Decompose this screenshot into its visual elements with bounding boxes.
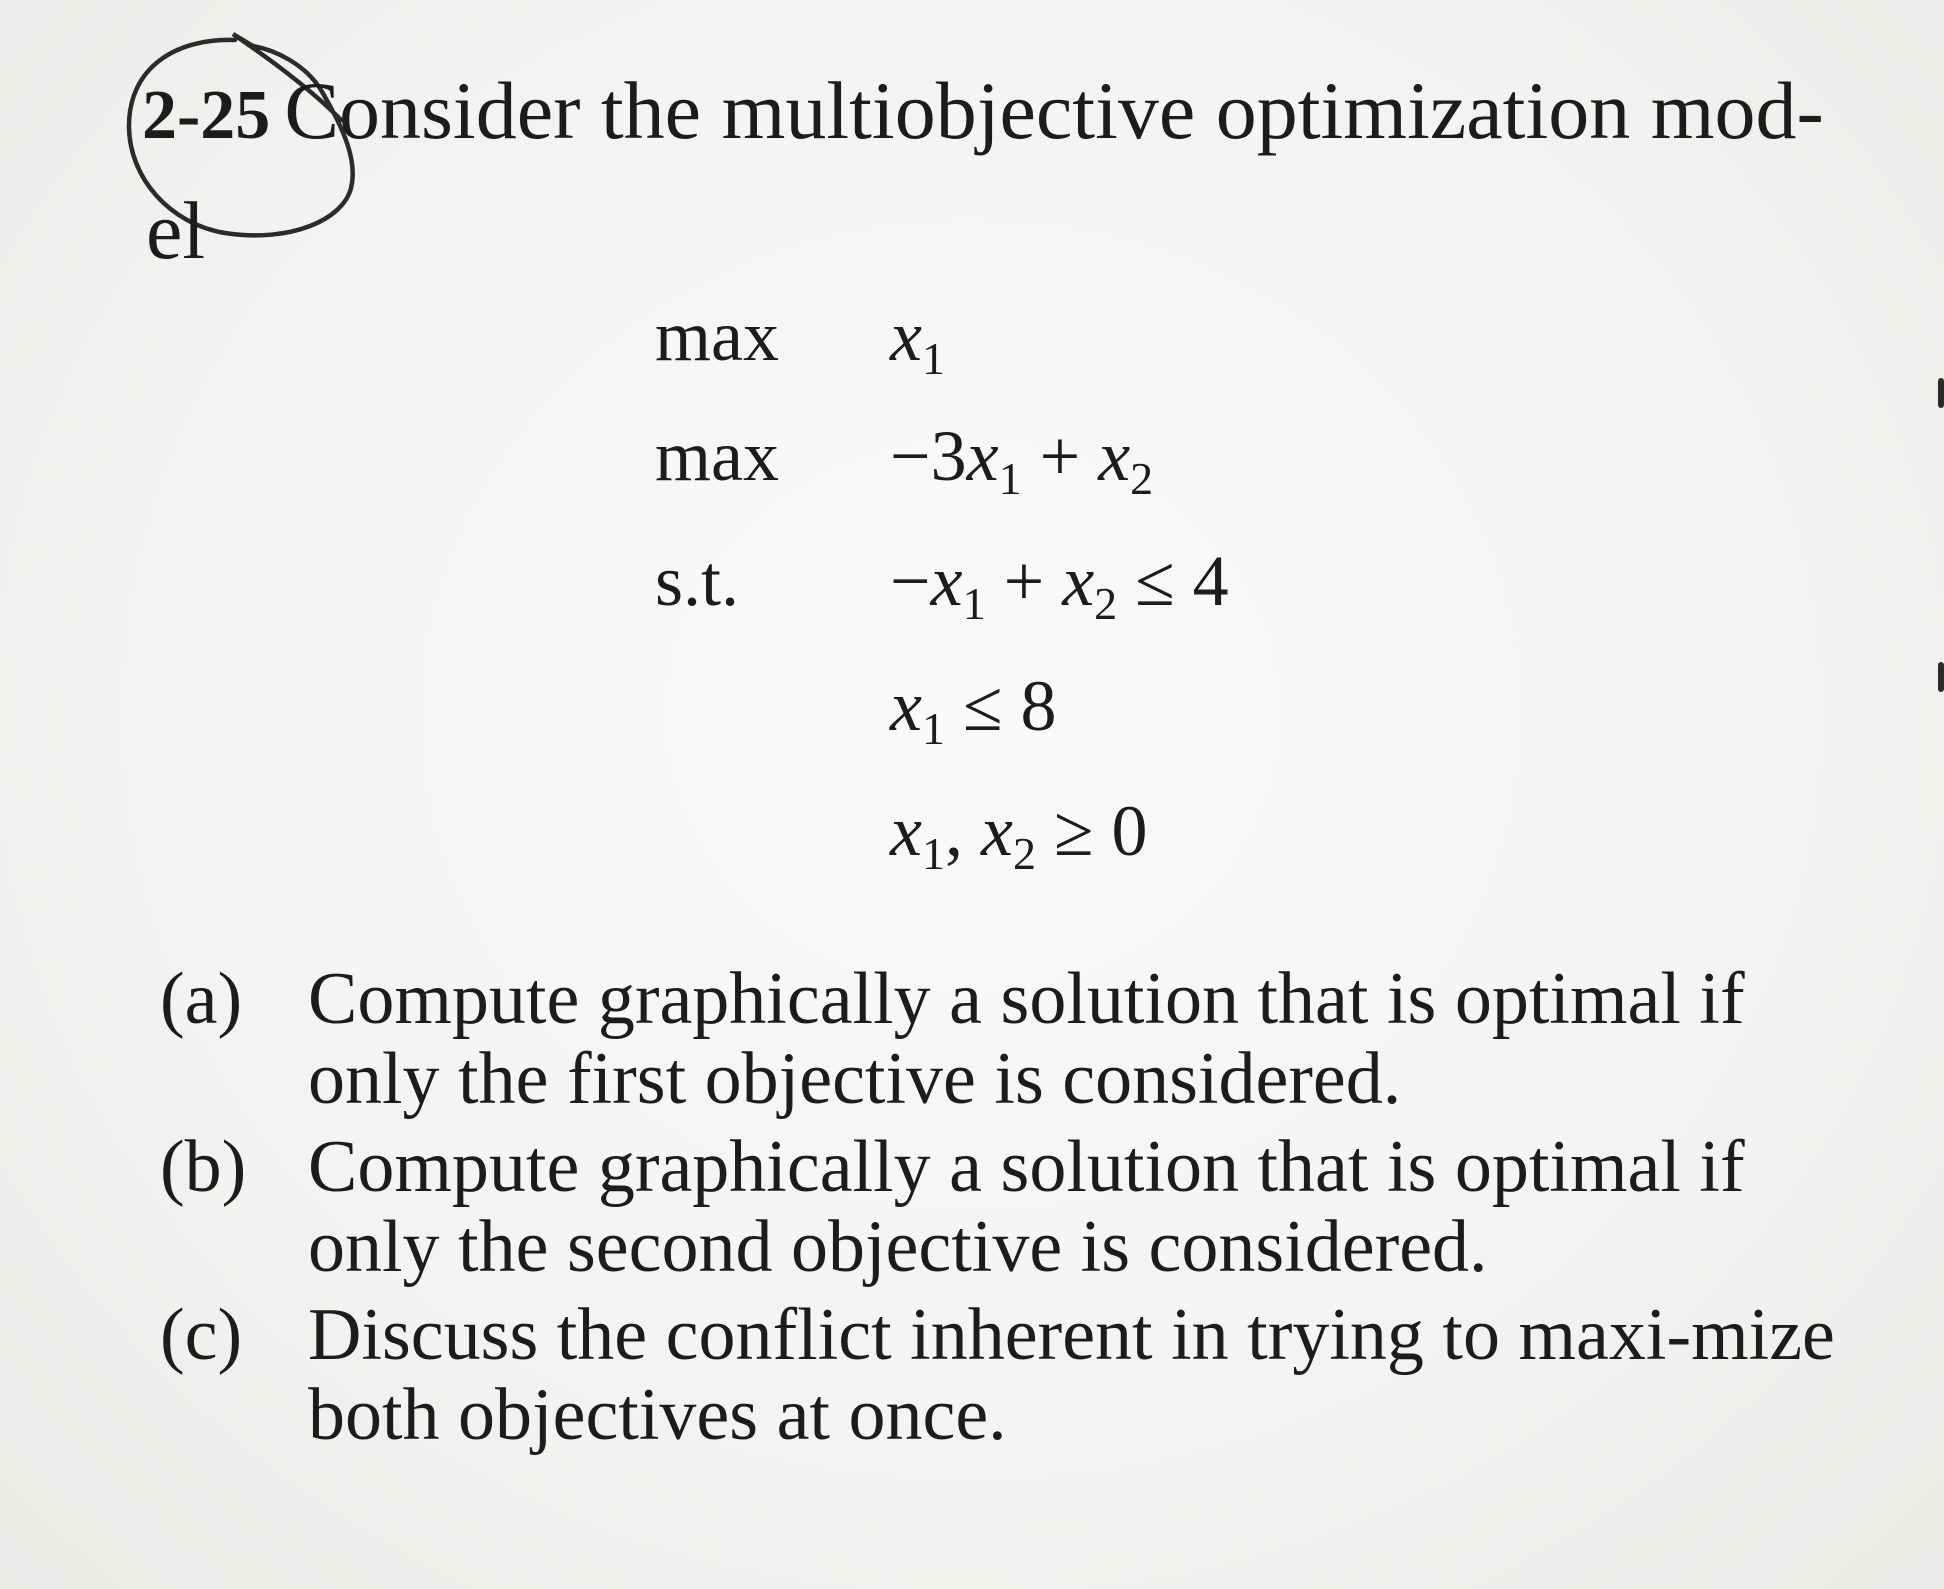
question-part: [160, 960, 1880, 1120]
question-part: [160, 1293, 1880, 1456]
variable: $x_1$: [890, 296, 945, 384]
model-keyword: s.t.: [655, 541, 740, 621]
question-part-label: (a): [160, 958, 243, 1040]
problem-number: 2-25: [142, 77, 271, 154]
problem-intro: Consider the multiobjective optimization mod-: [284, 65, 1824, 156]
page-edge-mark: [1938, 662, 1944, 692]
model-expression: [890, 296, 945, 384]
problem-intro-continued: el: [146, 185, 206, 276]
model-expression: $-3x_1 + x_2$: [890, 416, 1154, 504]
model-keyword: max: [655, 416, 779, 496]
question-parts: [160, 960, 1880, 1463]
variable: $x_2$: [1062, 541, 1118, 629]
model-keyword: max: [655, 296, 779, 376]
question-part-text: Compute graphically a solution that is optimal if only the second objective is considered.: [308, 1125, 1745, 1288]
variable: $x_1$: [890, 666, 945, 754]
question-part-label: (c): [160, 1293, 243, 1376]
model-expression: $-x_1 + x_2 \le 4$: [890, 541, 1229, 629]
question-part-label: (b): [160, 1125, 247, 1208]
variable: $x_2$: [1098, 416, 1154, 504]
model-expression: $x_1 \le 8$: [890, 666, 1057, 754]
variable: $x_1$: [930, 541, 986, 629]
variable: $x_1$: [966, 416, 1022, 504]
question-part-text: Compute graphically a solution that is optimal if only the first objective is considered.: [308, 958, 1745, 1120]
model-expression: $x_1$, $x_2 \ge 0$: [890, 791, 1148, 879]
page-edge-mark: [1938, 378, 1944, 408]
question-part: [160, 1125, 1880, 1288]
variable: $x_1$: [890, 791, 945, 879]
question-part-text: Discuss the conflict inherent in trying to maxi-mize both objectives at once.: [308, 1293, 1835, 1456]
variable: $x_2$: [980, 791, 1036, 879]
problem-heading: [142, 65, 1824, 156]
